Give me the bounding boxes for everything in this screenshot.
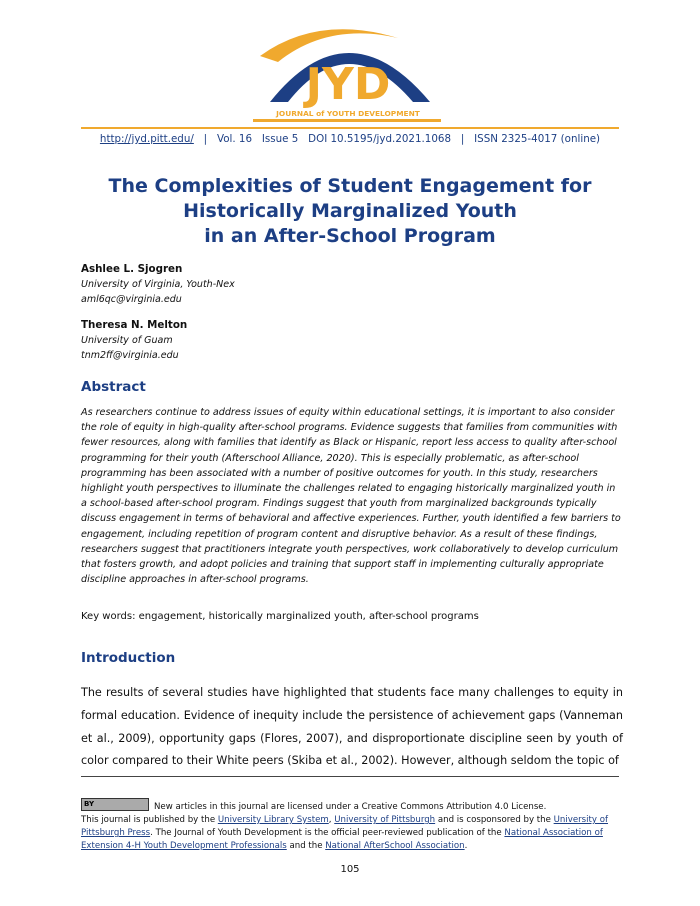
official-text: . The Journal of Youth Development is the official peer-reviewed publication of the	[150, 828, 502, 838]
logo-subtitle: JOURNAL of YOUTH DEVELOPMENT	[276, 109, 420, 118]
and-the-text: and the	[289, 841, 323, 851]
introduction-text: The results of several studies have highlighted that students face many challenges to equity in formal education. Evidence of inequity include the persistence of achievement gaps (Vanneman et al., 2009), opportunity gaps (Flores, 2007), and disproportionate discipline seen by youth of color compared to their White peers (Skiba et al., 2002). However, although seldom the topic of	[81, 686, 623, 768]
issue: Issue 5	[261, 133, 299, 145]
cosponsor-text: and is cosponsored by the	[437, 815, 551, 825]
author-name: Ashlee L. Sjogren	[81, 263, 183, 275]
cc-license-badge[interactable]	[81, 798, 149, 811]
header-separator: |	[203, 133, 208, 145]
author-affiliation: University of Virginia, Youth-Nex	[81, 279, 235, 290]
author-block	[81, 262, 235, 307]
author-affiliation: University of Guam	[81, 335, 173, 346]
journal-header	[81, 133, 619, 145]
naeyd-link[interactable]: National Association of Extension 4-H Youth Development Professionals	[81, 828, 603, 851]
logo-letters: JYD	[305, 59, 391, 110]
page-number: 105	[340, 864, 360, 875]
volume: Vol. 16	[216, 133, 253, 145]
journal-url-link[interactable]: http://jyd.pitt.edu/	[99, 133, 194, 145]
logo-arch-graphic	[248, 16, 448, 122]
license-text: New articles in this journal are licensed under a Creative Commons Attribution 4.0 License.	[154, 802, 547, 812]
pitt-press-link[interactable]: University of Pittsburgh Press	[81, 815, 609, 838]
logo-underline	[253, 119, 441, 122]
footer-rule	[81, 776, 619, 777]
title-line-1: The Complexities of Student Engagement for	[108, 175, 592, 197]
introduction-heading: Introduction	[81, 650, 176, 666]
article-title	[81, 174, 619, 249]
publisher-text: This journal is published by the	[81, 815, 216, 825]
period: .	[464, 841, 468, 851]
uls-link[interactable]: University Library System	[217, 815, 329, 825]
comma: ,	[328, 815, 332, 825]
abstract-text: As researchers continue to address issues of equity within educational settings, it is important to also consider the role of equity in high-quality after-school programs. Evidence suggests that families from communities with fewer resources, along with families that identify as Black or Hispanic, report less access to quality after-school programming for their youth (Afterschool Alliance, 2020). This is especially problematic, as after-school programming has been associated with a number of positive outcomes for youth. In this study, researchers highlight youth perspectives to illuminate the challenges related to engaging historically marginalized youth in a school-based after-school program. Findings suggest that youth from marginalized backgrounds typically discuss engagement in terms of behavioral and affective experiences. Further, youth identified a few barriers to engagement, including repetition of program content and disruptive behavior. As a result of these findings, researchers suggest that practitioners integrate youth perspectives, work collaboratively to develop curriculum that fosters growth, and adopt policies and training that support staff in implementing culturally appropriate discipline approaches in after-school programs.	[81, 407, 621, 586]
journal-logo	[248, 16, 448, 122]
issn: ISSN 2325-4017 (online)	[474, 133, 601, 145]
doi: DOI 10.5195/jyd.2021.1068	[308, 133, 451, 145]
cc-badge-text: BY	[84, 800, 95, 808]
author-block	[81, 318, 187, 363]
header-rule	[81, 127, 619, 129]
author-email: tnm2ff@virginia.edu	[81, 350, 179, 361]
title-line-2: Historically Marginalized Youth	[183, 200, 517, 222]
license-footer	[81, 798, 621, 853]
keywords: Key words: engagement, historically marginalized youth, after-school programs	[81, 611, 479, 622]
pitt-link[interactable]: University of Pittsburgh	[334, 815, 436, 825]
author-name: Theresa N. Melton	[81, 319, 188, 331]
author-email: aml6qc@virginia.edu	[81, 294, 182, 305]
title-line-3: in an After-School Program	[204, 225, 496, 247]
header-separator: |	[460, 133, 465, 145]
nasa-link[interactable]: National AfterSchool Association	[325, 841, 465, 851]
abstract-heading: Abstract	[81, 379, 146, 395]
